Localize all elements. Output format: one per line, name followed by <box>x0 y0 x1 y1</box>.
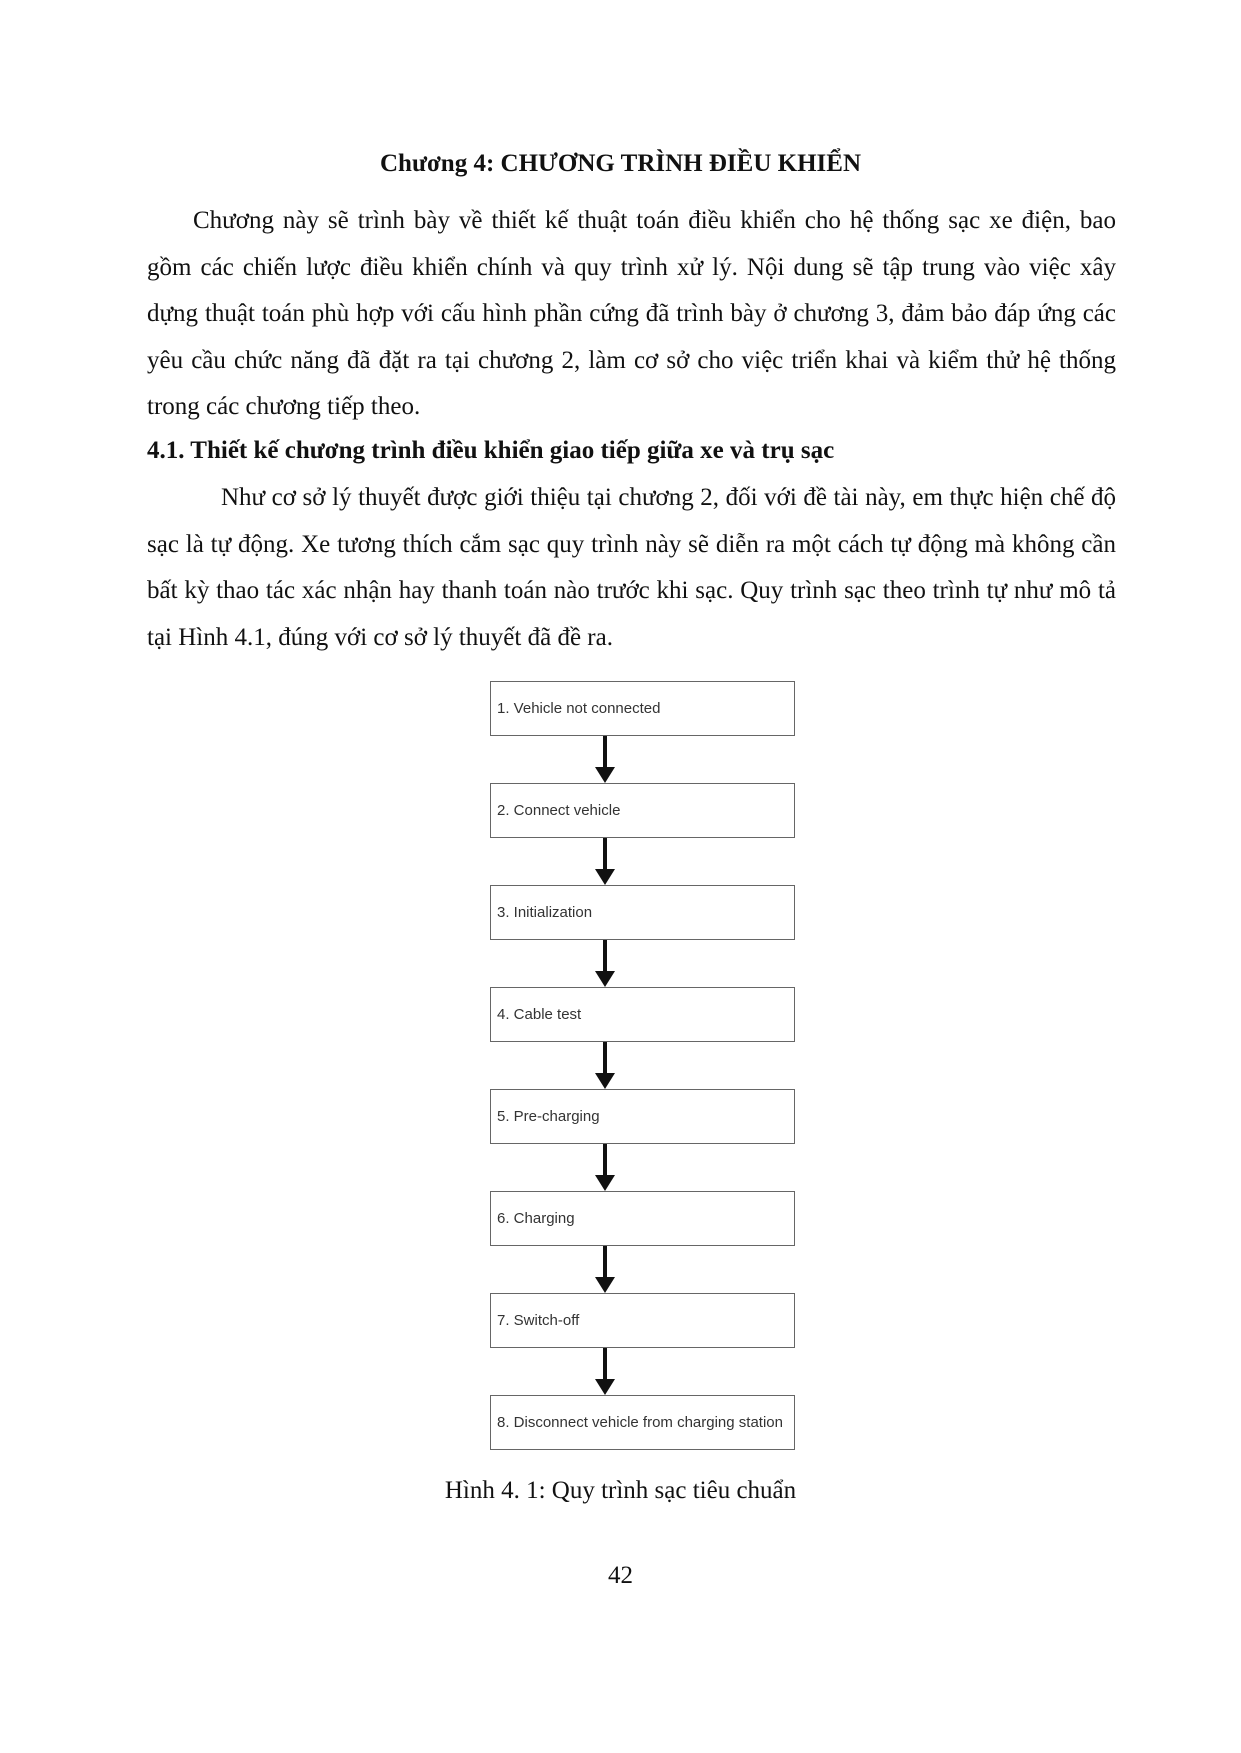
flow-step-6: 6. Charging <box>490 1191 795 1246</box>
flow-arrow-1 <box>595 736 615 783</box>
section-paragraph: Như cơ sở lý thuyết được giới thiệu tại chương 2, đối với đề tài này, em thực hiện chế độ sạc là tự động. Xe tương thích cắm sạc quy trình này sẽ diễn ra một cách tự động mà không cần bất kỳ thao tác xác nhận hay thanh toán nào trước khi sạc. Quy trình sạc theo trình tự như mô tả tại Hình 4.1, đúng với cơ sở lý thuyết đã đề ra. <box>147 484 1116 651</box>
section-heading: 4.1. Thiết kế chương trình điều khiển giao tiếp giữa xe và trụ sạc <box>147 437 835 464</box>
flow-step-7: 7. Switch-off <box>490 1293 795 1348</box>
flow-step-3: 3. Initialization <box>490 885 795 940</box>
flow-arrow-5 <box>595 1144 615 1191</box>
flow-step-2: 2. Connect vehicle <box>490 783 795 838</box>
flow-arrow-7 <box>595 1348 615 1395</box>
flow-arrow-3 <box>595 940 615 987</box>
chapter-title: Chương 4: CHƯƠNG TRÌNH ĐIỀU KHIỂN <box>380 150 861 177</box>
flow-step-4: 4. Cable test <box>490 987 795 1042</box>
flow-step-1: 1. Vehicle not connected <box>490 681 795 736</box>
flow-arrow-6 <box>595 1246 615 1293</box>
flow-arrow-2 <box>595 838 615 885</box>
flow-arrow-4 <box>595 1042 615 1089</box>
figure-caption: Hình 4. 1: Quy trình sạc tiêu chuẩn <box>444 1477 797 1504</box>
flow-step-8: 8. Disconnect vehicle from charging station <box>490 1395 795 1450</box>
intro-paragraph: Chương này sẽ trình bày về thiết kế thuật toán điều khiển cho hệ thống sạc xe điện, bao gồm các chiến lược điều khiển chính và quy trình xử lý. Nội dung sẽ tập trung vào việc xây dựng thuật toán phù hợp với cấu hình phần cứng đã trình bày ở chương 3, đảm bảo đáp ứng các yêu cầu chức năng đã đặt ra tại chương 2, làm cơ sở cho việc triển khai và kiểm thử hệ thống trong các chương tiếp theo. <box>147 207 1116 420</box>
flow-step-5: 5. Pre-charging <box>490 1089 795 1144</box>
page-number: 42 <box>608 1562 633 1589</box>
